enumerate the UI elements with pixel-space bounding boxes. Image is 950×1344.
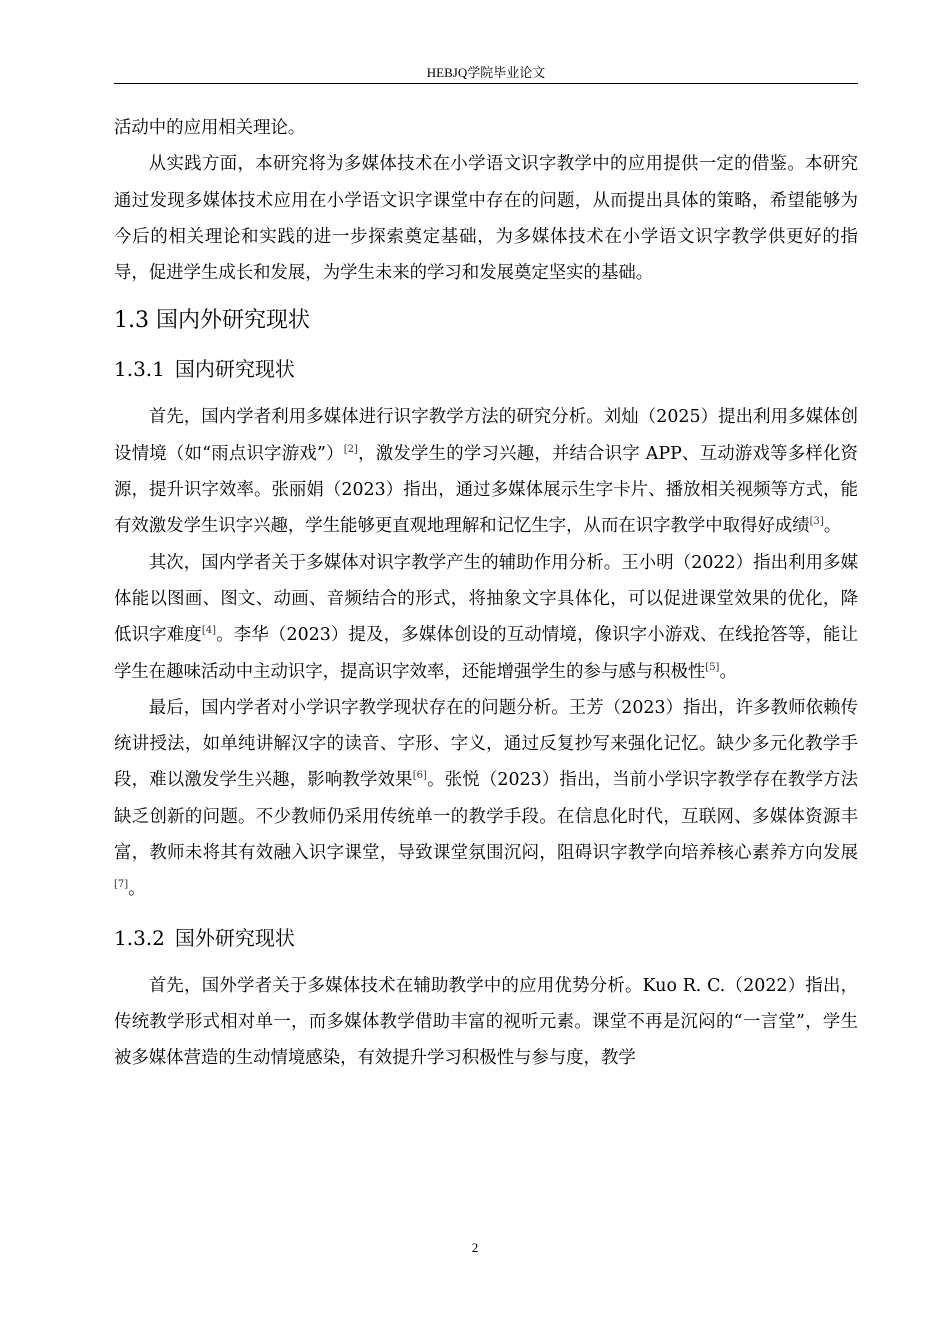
subsection-number: 1.3.2 — [114, 925, 165, 950]
paragraph-continued: 活动中的应用相关理论。 — [114, 118, 306, 138]
subsection-heading-1-3-2 — [114, 920, 858, 956]
citation-ref: [5] — [705, 661, 720, 673]
paragraph-domestic-assist — [114, 545, 858, 690]
citation-ref: [2] — [343, 443, 358, 455]
text-run: 。 — [128, 879, 146, 900]
subsection-heading-1-3-1 — [114, 351, 858, 387]
subsection-number: 1.3.1 — [114, 357, 165, 382]
citation-ref: [6] — [412, 770, 427, 782]
text-run: 。李华（2023）提及，多媒体创设的互动情境，像识字小游戏、在线抢答等，能让学生在趣味活动中主动识字，提高识字效率，还能增强学生的参与感与积极性 — [114, 625, 858, 682]
text-run: 。 — [719, 661, 737, 682]
paragraph-foreign-advantages: 首先，国外学者关于多媒体技术在辅助教学中的应用优势分析。Kuo R. C.（2022）指出，传统教学形式相对单一，而多媒体教学借助丰富的视听元素。课堂不再是沉闷的“一言堂”，学生被多媒体营造的生动情境感染，有效提升学习积极性与参与度，教学 — [114, 975, 858, 1069]
text-run: 。 — [823, 516, 842, 537]
section-heading-1-3: 1.3 国内外研究现状 — [114, 308, 310, 334]
text-run: 。张悦（2023）指出，当前小学识字教学存在教学方法缺乏创新的问题。不少教师仍采用传统单一的教学手段。在信息化时代，互联网、多媒体资源丰富，教师未将其有效融入识字课堂，导致课堂氛围沉闷，阻碍识字教学向培养核心素养方向发展 — [114, 770, 858, 864]
running-header: HEBJQ学院毕业论文 — [426, 65, 546, 80]
paragraph-practice-significance: 从实践方面，本研究将为多媒体技术在小学语文识字教学中的应用提供一定的借鉴。本研究通过发现多媒体技术应用在小学语文识字课堂中存在的问题，从而提出具体的策略，希望能够为今后的相关理论和实践的进一步探索奠定基础，为多媒体技术在小学语文识字教学供更好的指导，促进学生成长和发展，为学生未来的学习和发展奠定坚实的基础。 — [114, 154, 858, 284]
citation-ref: [3] — [809, 516, 824, 528]
text-run: 最后，国内学者对小学识字教学现状存在的问题分析。王芳（2023）指出，许多教师依赖传统讲授法，如单纯讲解汉字的读音、字形、字义，通过反复抄写来强化记忆。缺少多元化教学手段，难以激发学生兴趣，影响教学效果 — [114, 697, 858, 791]
page-number: 2 — [471, 1240, 479, 1255]
text-run: 其次，国内学者关于多媒体对识字教学产生的辅助作用分析。王小明（2022）指出利用多媒体能以图画、图文、动画、音频结合的形式，将抽象文字具体化，可以促进课堂效果的优化，降低识字难度 — [114, 552, 858, 646]
paragraph-domestic-problems — [114, 690, 858, 908]
citation-ref: [4] — [201, 625, 217, 637]
paragraph-domestic-methods — [114, 399, 858, 544]
page-body — [114, 110, 858, 1077]
subsection-title: 国内研究现状 — [174, 357, 295, 382]
text-run: ，激发学生的学习兴趣，并结合识字 APP、互动游戏等多样化资源，提升识字效率。张丽娟（2023）指出，通过多媒体展示生字卡片、播放相关视频等方式，能有效激发学生识字兴趣，学生能够更直观地理解和记忆生字，从而在识字教学中取得好成绩 — [114, 443, 858, 537]
citation-ref: [7] — [114, 879, 129, 891]
subsection-title: 国外研究现状 — [174, 925, 295, 950]
text-run: 首先，国内学者利用多媒体进行识字教学方法的研究分析。刘灿（2025）提出利用多媒体创设情境（如“雨点识字游戏”） — [114, 407, 858, 464]
header-rule — [114, 83, 858, 84]
